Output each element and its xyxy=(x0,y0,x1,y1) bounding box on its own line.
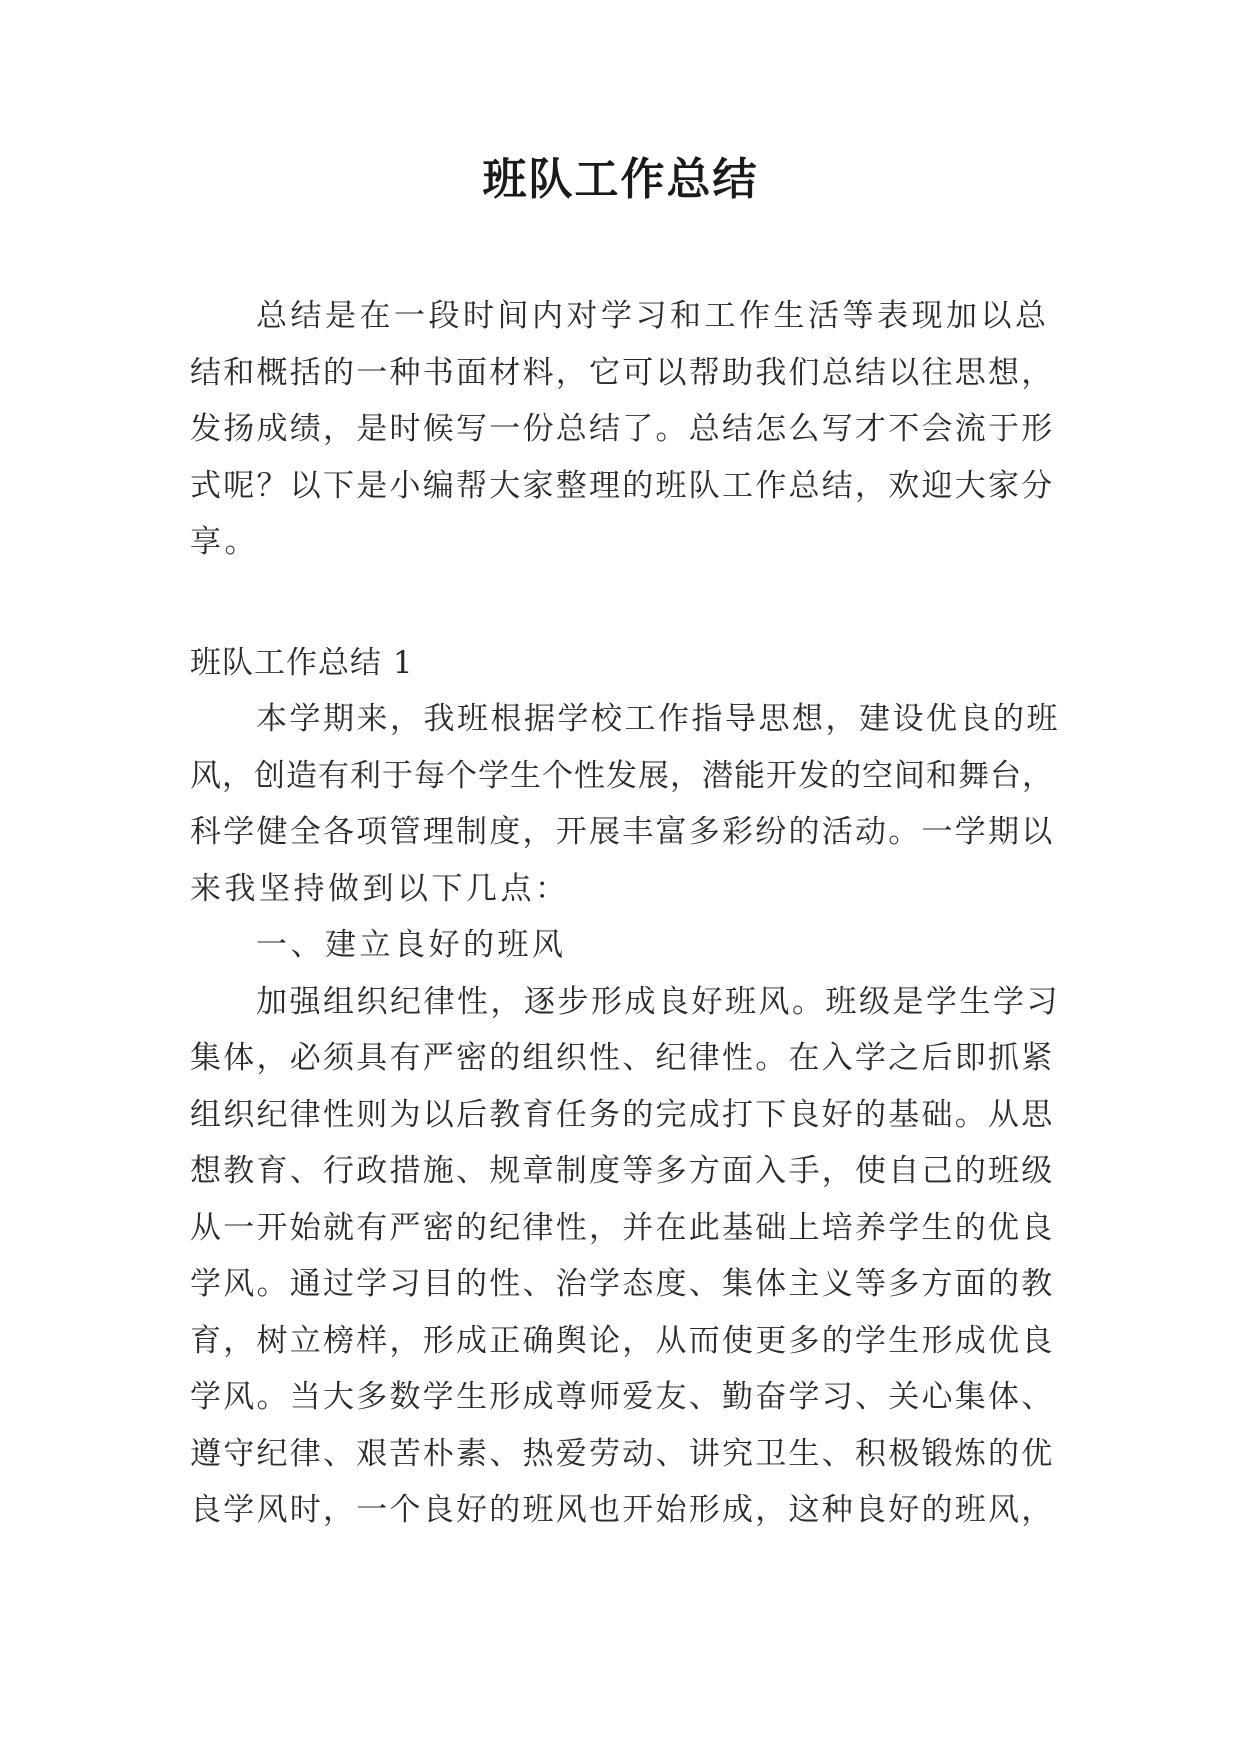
section-paragraph-1 xyxy=(190,691,1060,917)
intro-line: 结和概括的一种书面材料，它可以帮助我们总结以往思想， xyxy=(190,354,1055,391)
section-title: 班队工作总结 1 xyxy=(190,644,414,681)
paragraph-line: 来我坚持做到以下几点： xyxy=(190,870,570,907)
paragraph-line: 风，创造有利于每个学生个性发展，潜能开发的空间和舞台， xyxy=(190,757,1054,794)
intro-paragraph xyxy=(190,288,1060,571)
document-body xyxy=(190,288,1060,1539)
paragraph-line: 良学风时，一个良好的班风也开始形成，这种良好的班风， xyxy=(190,1492,1055,1528)
heading-1: 一、建立良好的班风 xyxy=(256,927,567,963)
paragraph-line: 育，树立榜样，形成正确舆论，从而使更多的学生形成优良 xyxy=(190,1322,1055,1359)
intro-line: 享。 xyxy=(190,524,259,560)
paragraph-line: 遵守纪律、艰苦朴素、热爱劳动、讲究卫生、积极锻炼的优 xyxy=(190,1435,1055,1472)
intro-line: 总结是在一段时间内对学习和工作生活等表现加以总 xyxy=(256,298,1050,334)
paragraph-line: 组织纪律性则为以后教育任务的完成打下良好的基础。从思 xyxy=(190,1096,1055,1133)
intro-line: 发扬成绩，是时候写一份总结了。总结怎么写才不会流于形 xyxy=(190,411,1055,447)
paragraph-line: 集体，必须具有严密的组织性、纪律性。在入学之后即抓紧 xyxy=(190,1040,1055,1076)
intro-line: 式呢？以下是小编帮大家整理的班队工作总结，欢迎大家分 xyxy=(190,467,1055,504)
paragraph-line: 学风。通过学习目的性、治学态度、集体主义等多方面的教 xyxy=(190,1266,1055,1302)
paragraph-line: 学风。当大多数学生形成尊师爱友、勤奋学习、关心集体、 xyxy=(190,1379,1055,1415)
paragraph-line: 从一开始就有严密的纪律性，并在此基础上培养学生的优良 xyxy=(190,1209,1055,1246)
section-paragraph-2 xyxy=(190,974,1060,1539)
paragraph-line: 本学期来，我班根据学校工作指导思想，建设优良的班 xyxy=(256,701,1060,737)
document-title: 班队工作总结 xyxy=(482,154,759,205)
paragraph-gap xyxy=(190,571,1060,635)
paragraph-line: 加强组织纪律性，逐步形成良好班风。班级是学生学习 xyxy=(256,983,1060,1020)
paragraph-line: 想教育、行政措施、规章制度等多方面入手，使自己的班级 xyxy=(190,1153,1055,1189)
paragraph-line: 科学健全各项管理制度，开展丰富多彩纷的活动。一学期以 xyxy=(190,814,1055,850)
